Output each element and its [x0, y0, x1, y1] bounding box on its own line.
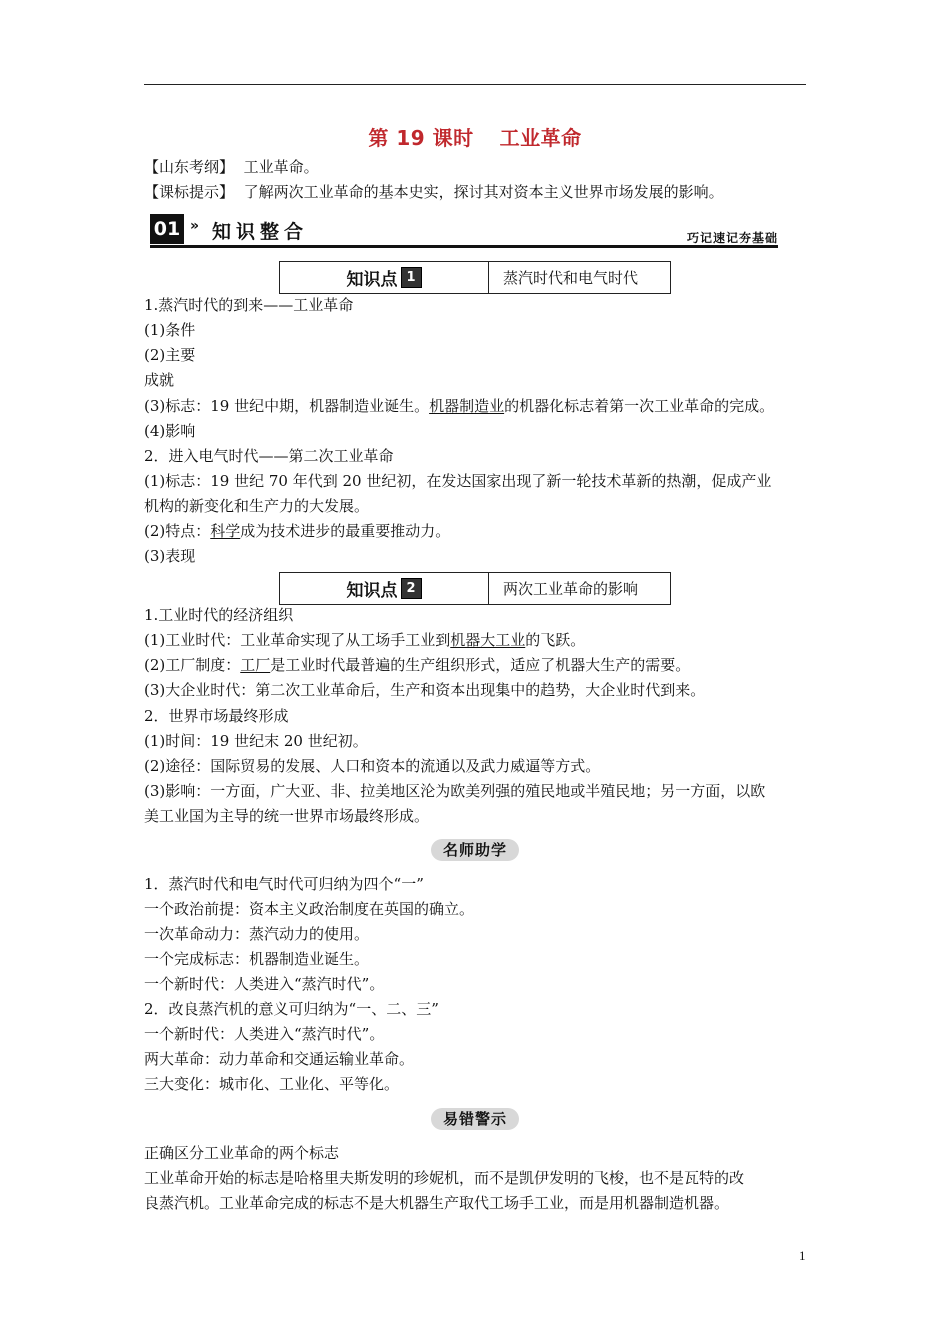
title-lesson: 第 19 课时: [368, 126, 474, 150]
kp-number-badge: 2: [401, 578, 422, 599]
standard-label: 【课标提示】: [144, 183, 235, 201]
kp-number-badge: 1: [401, 267, 422, 288]
standard-text: 了解两次工业革命的基本史实，探讨其对资本主义世界市场发展的影响。: [243, 183, 724, 201]
exam-outline: [144, 157, 319, 177]
s2-industrial-age-text: (1)工业时代：工业革命实现了从工场手工业到: [144, 631, 451, 649]
s1-performance: (3)表现: [144, 547, 196, 565]
kp-topic: 蒸汽时代和电气时代: [503, 269, 639, 287]
s1-sign: [144, 396, 774, 416]
s1-main: (2)主要: [144, 346, 196, 364]
page-number: 1: [799, 1248, 806, 1263]
s2-big-enterprise: (3)大企业时代：第二次工业革命后，生产和资本出现集中的趋势，大企业时代到来。: [144, 681, 706, 699]
teacher-line-7: 一个新时代：人类进入“蒸汽时代”。: [144, 1025, 385, 1043]
s1-feature-text: 成为技术进步的最重要推动力。: [240, 522, 451, 540]
s2-factory-label: (2)工厂制度：: [144, 656, 241, 674]
teacher-line-3: 一次革命动力：蒸汽动力的使用。: [144, 925, 370, 943]
teacher-line-4: 一个完成标志：机器制造业诞生。: [144, 950, 370, 968]
kp-label: 知识点: [346, 270, 398, 290]
curriculum-hint: [144, 182, 724, 202]
header-rule: [144, 84, 806, 85]
chevron-right-icon: »: [190, 218, 200, 234]
s1-feature-blank: 科学: [210, 522, 241, 540]
s2-industrial-age-blank: 机器大工业: [450, 631, 526, 649]
s1-conditions: (1)条件: [144, 321, 196, 339]
kp-label-cell: [280, 262, 489, 293]
s2-impact-cont: 美工业国为主导的统一世界市场最终形成。: [144, 807, 430, 825]
s2-time: (1)时间：19 世纪末 20 世纪初。: [144, 732, 368, 750]
teacher-line-5: 一个新时代：人类进入“蒸汽时代”。: [144, 975, 385, 993]
s1-feature: [144, 521, 450, 541]
s1-influence: (4)影响: [144, 422, 196, 440]
warning-line-2: 工业革命开始的标志是哈格里夫斯发明的珍妮机，而不是凯伊发明的飞梭，也不是瓦特的改: [144, 1169, 745, 1187]
teacher-line-8: 两大革命：动力革命和交通运输业革命。: [144, 1050, 415, 1068]
s1-heading: 1.蒸汽时代的到来——工业革命: [144, 296, 354, 314]
s2-factory-text: 是工业时代最普遍的生产组织形式，适应了机器大生产的需要。: [270, 656, 691, 674]
section-rule: [150, 245, 778, 248]
s1-feature-label: (2)特点：: [144, 522, 211, 540]
kp-label: 知识点: [346, 581, 398, 601]
teacher-line-1: 1．蒸汽时代和电气时代可归纳为四个“一”: [144, 875, 424, 893]
warning-line-3: 良蒸汽机。工业革命完成的标志不是大机器生产取代工场手工业，而是用机器制造机器。: [144, 1194, 730, 1212]
exam-text: 工业革命。: [243, 158, 319, 176]
page-title: [0, 122, 950, 151]
warning-line-1: 正确区分工业革命的两个标志: [144, 1144, 340, 1162]
kp-label-cell: [280, 573, 489, 604]
s2-industrial-age-end: 的飞跃。: [525, 631, 586, 649]
s2-market-heading: 2．世界市场最终形成: [144, 707, 289, 725]
s1-electric-sign-cont: 机构的新变化和生产力的大发展。: [144, 497, 370, 515]
s2-industrial-age: [144, 630, 585, 650]
s1-achievements: 成就: [144, 371, 175, 389]
s2-factory: [144, 655, 690, 675]
knowledge-point-2: [279, 572, 671, 605]
s1-sign-text-end: 的机器化标志着第一次工业革命的完成。: [504, 397, 775, 415]
section-number: 01: [150, 214, 184, 244]
s1-electric-heading: 2．进入电气时代——第二次工业革命: [144, 447, 394, 465]
teacher-help-heading: 名师助学: [431, 839, 519, 861]
kp-topic: 两次工业革命的影响: [503, 580, 639, 598]
s2-impact: (3)影响：一方面，广大亚、非、拉美地区沦为欧美列强的殖民地或半殖民地；另一方面，以欧: [144, 782, 766, 800]
s2-factory-blank: 工厂: [240, 656, 271, 674]
section-banner: [150, 212, 778, 248]
exam-label: 【山东考纲】: [144, 158, 235, 176]
knowledge-point-1: [279, 261, 671, 294]
title-topic: 工业革命: [499, 126, 582, 150]
s1-sign-text: (3)标志：19 世纪中期，机器制造业诞生。: [144, 397, 430, 415]
section-title: 知识整合: [212, 221, 309, 243]
error-warning-heading: 易错警示: [431, 1108, 519, 1130]
s1-sign-blank: 机器制造业: [429, 397, 505, 415]
section-subtitle: 巧记速记夯基础: [686, 231, 778, 245]
teacher-line-9: 三大变化：城市化、工业化、平等化。: [144, 1075, 400, 1093]
s2-heading: 1.工业时代的经济组织: [144, 606, 294, 624]
teacher-line-2: 一个政治前提：资本主义政治制度在英国的确立。: [144, 900, 475, 918]
s2-path: (2)途径：国际贸易的发展、人口和资本的流通以及武力威逼等方式。: [144, 757, 601, 775]
s1-electric-sign: (1)标志：19 世纪 70 年代到 20 世纪初，在发达国家出现了新一轮技术革新的热潮，促成产业: [144, 472, 772, 490]
teacher-line-6: 2．改良蒸汽机的意义可归纳为“一、二、三”: [144, 1000, 439, 1018]
